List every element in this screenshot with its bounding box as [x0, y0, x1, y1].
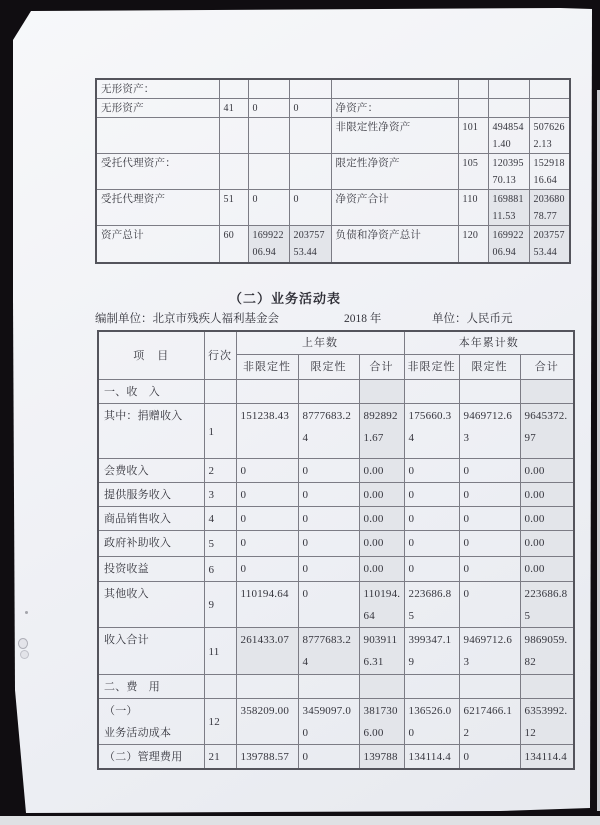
table-cell [289, 154, 331, 190]
table-cell: 41 [219, 99, 248, 118]
table-cell: 0 [404, 557, 459, 582]
table-cell: 16992206.94 [488, 226, 529, 263]
table-row [98, 507, 574, 531]
table-cell: 21 [204, 745, 236, 770]
table-cell: 15291816.64 [529, 154, 570, 190]
table-cell: 净资产： [331, 99, 458, 118]
table-cell: 4 [204, 507, 236, 531]
table-cell: 0 [459, 557, 520, 582]
currency-unit-label: 单位：人民币元 [432, 313, 513, 325]
table-cell: 0 [459, 582, 520, 628]
table-row [96, 226, 570, 263]
table-cell: 会费收入 [98, 459, 204, 483]
table-cell [331, 79, 458, 99]
prepared-by-label: 编制单位：北京市残疾人福利基金会 [95, 313, 279, 325]
table-cell: 358209.00 [236, 699, 298, 745]
table-cell: 无形资产 [96, 99, 219, 118]
table-cell: 1 [204, 404, 236, 459]
table-cell: 0.00 [359, 459, 404, 483]
table-cell: 175660.34 [404, 404, 459, 459]
table-cell [298, 380, 359, 404]
table-cell: 0 [459, 531, 520, 557]
table-cell: 6353992.12 [520, 699, 574, 745]
table-cell: 0.00 [359, 531, 404, 557]
table-cell [248, 79, 289, 99]
table-cell: 120 [458, 226, 488, 263]
table-cell: 0 [298, 531, 359, 557]
table-cell [219, 118, 248, 154]
table-cell: 151238.43 [236, 404, 298, 459]
table-row [98, 628, 574, 675]
table-cell: 20368078.77 [529, 190, 570, 226]
table-cell: 负债和净资产总计 [331, 226, 458, 263]
paper-smudge [20, 650, 29, 659]
table-cell [96, 118, 219, 154]
table-row [96, 99, 570, 118]
table-cell [488, 79, 529, 99]
table-cell: 105 [458, 154, 488, 190]
table-cell: 提供服务收入 [98, 483, 204, 507]
table-cell: 9469712.63 [459, 628, 520, 675]
table-cell [236, 675, 298, 699]
table-cell: 9039116.31 [359, 628, 404, 675]
table-cell: 0 [404, 507, 459, 531]
table-cell: 139788.57 [236, 745, 298, 770]
table-cell [529, 79, 570, 99]
table-cell: 0 [236, 459, 298, 483]
table-cell: 6 [204, 557, 236, 582]
table-cell: 16992206.94 [248, 226, 289, 263]
table-cell: 110 [458, 190, 488, 226]
table-cell: 一、收 入 [98, 380, 204, 404]
table-cell: 0 [298, 745, 359, 770]
table-cell: 0 [404, 483, 459, 507]
table-cell [529, 99, 570, 118]
table-cell: 0 [298, 582, 359, 628]
table-cell: 0 [298, 507, 359, 531]
table-cell: 0 [248, 190, 289, 226]
report-year: 2018 年 [344, 313, 382, 325]
table-cell: 0.00 [520, 459, 574, 483]
table-cell: 0 [248, 99, 289, 118]
table-cell: 20375753.44 [529, 226, 570, 263]
table-cell: （二）管理费用 [98, 745, 204, 770]
table-cell [289, 79, 331, 99]
table-row [96, 118, 570, 154]
table-cell: 223686.85 [520, 582, 574, 628]
table-cell: 0 [236, 507, 298, 531]
paper-smudge [18, 638, 28, 649]
table-cell: 12039570.13 [488, 154, 529, 190]
table-cell: 20375753.44 [289, 226, 331, 263]
section-title: （二）业务活动表 [228, 291, 341, 306]
table-cell: 0 [404, 531, 459, 557]
table-cell: 0 [459, 459, 520, 483]
table-cell: 9645372.97 [520, 404, 574, 459]
table-cell [359, 380, 404, 404]
table-cell [204, 380, 236, 404]
table-cell: 限定性净资产 [331, 154, 458, 190]
table-cell: 223686.85 [404, 582, 459, 628]
table-cell: 投资收益 [98, 557, 204, 582]
table-cell: 0.00 [359, 557, 404, 582]
table-cell: 资产总计 [96, 226, 219, 263]
col-header-restricted-cur: 限定性 [459, 355, 520, 380]
table-cell: 其他收入 [98, 582, 204, 628]
table-cell: 5 [204, 531, 236, 557]
table-cell: （一）业务活动成本 [98, 699, 204, 745]
table-cell: 0.00 [359, 507, 404, 531]
table-cell: 5076262.13 [529, 118, 570, 154]
table-cell: 8928921.67 [359, 404, 404, 459]
table-cell: 4948541.40 [488, 118, 529, 154]
table-cell: 政府补助收入 [98, 531, 204, 557]
table-cell [404, 380, 459, 404]
table-cell: 0 [298, 459, 359, 483]
table-cell: 51 [219, 190, 248, 226]
header-row [98, 331, 574, 355]
table-row [98, 459, 574, 483]
col-header-line-no: 行次 [204, 331, 236, 380]
table-cell: 二、费 用 [98, 675, 204, 699]
table-row [96, 79, 570, 99]
table-caption [95, 310, 575, 326]
col-group-prev-year: 上年数 [236, 331, 404, 355]
table-cell: 净资产合计 [331, 190, 458, 226]
table-cell: 9469712.63 [459, 404, 520, 459]
table-cell: 收入合计 [98, 628, 204, 675]
table-cell: 3817306.00 [359, 699, 404, 745]
table-cell: 其中：捐赠收入 [98, 404, 204, 459]
table-cell: 无形资产： [96, 79, 219, 99]
table-cell [404, 675, 459, 699]
col-header-unrestricted-prev: 非限定性 [236, 355, 298, 380]
table-row [98, 745, 574, 770]
table-row [96, 154, 570, 190]
scanner-bed-strip [0, 816, 600, 825]
table-cell [520, 675, 574, 699]
table-cell: 0.00 [520, 507, 574, 531]
table-cell: 261433.07 [236, 628, 298, 675]
table-cell [459, 675, 520, 699]
table-cell: 0 [289, 190, 331, 226]
table-cell [458, 79, 488, 99]
table-cell: 60 [219, 226, 248, 263]
table-cell: 0 [236, 531, 298, 557]
table-row [98, 699, 574, 745]
col-header-unrestricted-cur: 非限定性 [404, 355, 459, 380]
table-row [98, 675, 574, 699]
table-row [98, 557, 574, 582]
table-cell: 0 [289, 99, 331, 118]
balance-sheet-table-fragment [95, 78, 571, 264]
table-cell: 受托代理资产： [96, 154, 219, 190]
table-cell: 0 [298, 557, 359, 582]
table-cell: 0 [459, 483, 520, 507]
table-cell: 非限定性净资产 [331, 118, 458, 154]
table-cell [359, 675, 404, 699]
table-cell: 6217466.12 [459, 699, 520, 745]
col-header-item: 项 目 [98, 331, 204, 380]
table-cell: 8777683.24 [298, 404, 359, 459]
table-cell [298, 675, 359, 699]
table-cell: 受托代理资产 [96, 190, 219, 226]
table-cell: 2 [204, 459, 236, 483]
table-cell [248, 118, 289, 154]
table-cell: 0 [236, 557, 298, 582]
table-cell: 0.00 [520, 531, 574, 557]
table-cell: 136526.00 [404, 699, 459, 745]
business-activity-table [97, 330, 575, 770]
table-row [98, 404, 574, 459]
table-cell: 0 [298, 483, 359, 507]
table-cell: 16988111.53 [488, 190, 529, 226]
table-row [98, 483, 574, 507]
table-row [96, 190, 570, 226]
table-cell [520, 380, 574, 404]
paper-smudge [25, 611, 28, 614]
col-header-total-prev: 合计 [359, 355, 404, 380]
table-cell: 110194.64 [359, 582, 404, 628]
table-cell [459, 380, 520, 404]
table-cell [458, 99, 488, 118]
table-row [98, 531, 574, 557]
table-cell: 399347.19 [404, 628, 459, 675]
table-cell [289, 118, 331, 154]
table-cell: 0 [236, 483, 298, 507]
table-cell: 0 [404, 459, 459, 483]
col-header-restricted-prev: 限定性 [298, 355, 359, 380]
table-cell [219, 154, 248, 190]
table-cell: 商品销售收入 [98, 507, 204, 531]
table-cell: 101 [458, 118, 488, 154]
table-cell: 0.00 [520, 557, 574, 582]
table-cell: 3 [204, 483, 236, 507]
col-group-current-year: 本年累计数 [404, 331, 574, 355]
table-cell: 0 [459, 745, 520, 770]
table-cell [219, 79, 248, 99]
table-cell: 134114.4 [404, 745, 459, 770]
table-row [98, 582, 574, 628]
table-cell: 12 [204, 699, 236, 745]
table-cell [488, 99, 529, 118]
table-cell: 0.00 [359, 483, 404, 507]
table-cell: 9 [204, 582, 236, 628]
table-cell: 9869059.82 [520, 628, 574, 675]
table-cell: 8777683.24 [298, 628, 359, 675]
col-header-total-cur: 合计 [520, 355, 574, 380]
table-cell [204, 675, 236, 699]
table-cell [248, 154, 289, 190]
table-cell [236, 380, 298, 404]
table-cell: 3459097.00 [298, 699, 359, 745]
table-cell: 0.00 [520, 483, 574, 507]
table-row [98, 380, 574, 404]
table-cell: 110194.64 [236, 582, 298, 628]
table-cell: 139788 [359, 745, 404, 770]
table-cell: 134114.4 [520, 745, 574, 770]
table-cell: 0 [459, 507, 520, 531]
table-cell: 11 [204, 628, 236, 675]
